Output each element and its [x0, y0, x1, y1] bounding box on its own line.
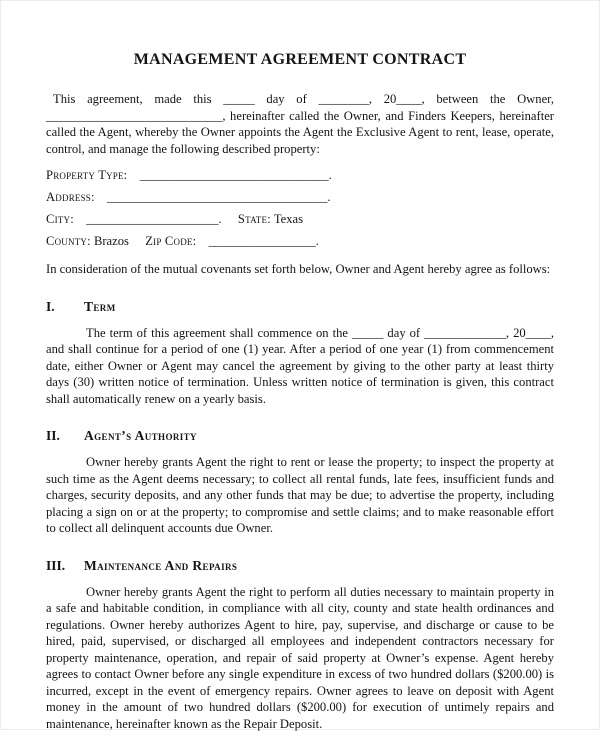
county-label: County: — [46, 234, 91, 248]
county-value: Brazos — [94, 234, 129, 248]
section-agents-authority-body: Owner hereby grants Agent the right to rent or lease the property; to inspect the property at such time as the Agent deems necessary; to collect all rental funds, late fees, insufficient funds and charges, security deposits, and any other funds that may be due; to advertise the property, including placing a sign on or at the property; to compromise and settle claims; and to make reasonable effort to collect all delinquent accounts due Owner. — [46, 454, 554, 537]
field-city-state — [46, 211, 554, 227]
section-title: Term — [84, 299, 116, 315]
address-label: Address: — [46, 190, 95, 204]
document-title: MANAGEMENT AGREEMENT CONTRACT — [46, 51, 554, 69]
section-title: Agent’s Authority — [84, 428, 197, 444]
field-county-zip — [46, 233, 554, 249]
field-property-type — [46, 167, 554, 183]
section-number: II. — [46, 428, 84, 444]
covenant-paragraph: In consideration of the mutual covenants set forth below, Owner and Agent hereby agree as follows: — [46, 261, 554, 278]
city-label: City: — [46, 212, 74, 226]
section-term-body: The term of this agreement shall commence on the _____ day of _____________, 20____, and shall continue for a period of one (1) year. After a period of one year (1) from commencement date, either Owner or Agent may cancel the agreement by giving to the other party at least thirty days (30) written notice of termination. Unless written notice of termination is given, this contract shall automatically renew on a yearly basis. — [46, 325, 554, 408]
section-term-heading — [46, 299, 554, 315]
property-type-label: Property Type: — [46, 168, 127, 182]
city-blank: _____________________. — [86, 212, 221, 226]
document-page — [1, 1, 599, 732]
zip-code-blank: _________________. — [209, 234, 319, 248]
zip-code-label: Zip Code: — [145, 234, 196, 248]
section-maintenance-repairs-body: Owner hereby grants Agent the right to perform all duties necessary to maintain property in a safe and habitable condition, in compliance with all city, county and state health ordinances and regulations. Owner hereby authorizes Agent to hire, pay, supervise, and discharge or cause to be hired, paid, supervised, or discharged all employees and independent contractors necessary for property maintenance, operation, and repair of said property at Owner’s expense. Agent hereby agrees to contact Owner before any single expenditure in excess of two hundred dollars ($200.00) is incurred, except in the event of emergency repairs. Owner agrees to leave on deposit with Agent money in the amount of two hundred dollars ($200.00) for execution of untimely repairs and maintenance, hereinafter known as the Repair Deposit. — [46, 584, 554, 732]
state-value: Texas — [274, 212, 303, 226]
section-title: Maintenance And Repairs — [84, 558, 237, 574]
address-blank: ___________________________________. — [107, 190, 331, 204]
section-number: III. — [46, 558, 84, 574]
section-number: I. — [46, 299, 84, 315]
intro-paragraph: This agreement, made this _____ day of ________, 20____, between the Owner, ____________________________, hereinafter called the Owner, and Finders Keepers, hereinafter called the Agent, whereby the Owner appoints the Agent the Exclusive Agent to rent, lease, operate, control, and manage the following described property: — [46, 91, 554, 157]
field-address — [46, 189, 554, 205]
section-agents-authority — [46, 428, 554, 537]
property-type-blank: ______________________________. — [140, 168, 332, 182]
section-term — [46, 299, 554, 408]
state-label: State: — [238, 212, 271, 226]
section-maintenance-repairs-heading — [46, 558, 554, 574]
section-agents-authority-heading — [46, 428, 554, 444]
section-maintenance-repairs — [46, 558, 554, 732]
